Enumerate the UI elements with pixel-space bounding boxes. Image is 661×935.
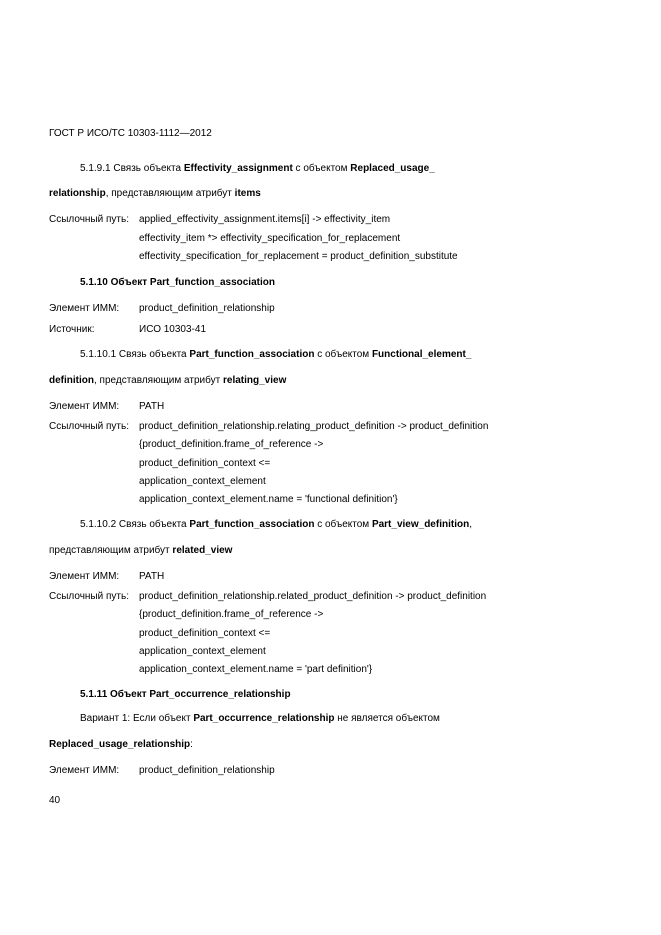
clause-5-1-10-2-line1: 5.1.10.2 Связь объекта Part_function_association с объектом Part_view_definition, [80,519,472,530]
aim-element-value: PATH [139,401,165,412]
aim-element-label: Элемент ИММ: [49,303,120,314]
clause-5-1-10-2-line2: представляющим атрибут related_view [49,545,233,556]
ref-path-line: {product_definition.frame_of_reference -> [139,439,324,450]
clause-5-1-10-1-line2: definition, представляющим атрибут relating_view [49,375,287,386]
aim-element-value: product_definition_relationship [139,303,275,314]
aim-element-label: Элемент ИММ: [49,401,120,412]
ref-path-line: {product_definition.frame_of_reference -> [139,609,324,620]
ref-path-label: Ссылочный путь: [49,591,129,602]
ref-path-line: effectivity_specification_for_replacement = product_definition_substitute [139,251,458,262]
ref-path-line: product_definition_relationship.related_product_definition -> product_definition [139,591,487,602]
clause-5-1-9-1-line2: relationship, представляющим атрибут items [49,188,261,199]
aim-element-value: product_definition_relationship [139,765,275,776]
ref-path-line: application_context_element [139,646,266,657]
page-number: 40 [49,795,61,806]
ref-path-line: application_context_element [139,476,266,487]
document-header: ГОСТ Р ИСО/ТС 10303-1112—2012 [49,128,212,139]
source-value: ИСО 10303-41 [139,324,207,335]
ref-path-line: product_definition_context <= [139,628,271,639]
clause-5-1-9-1-line1: 5.1.9.1 Связь объекта Effectivity_assignment с объектом Replaced_usage_ [80,163,435,174]
ref-path-line: effectivity_item *> effectivity_specification_for_replacement [139,233,401,244]
source-label: Источник: [49,324,95,335]
ref-path-line: product_definition_relationship.relating_product_definition -> product_definition [139,421,489,432]
ref-path-line: product_definition_context <= [139,458,271,469]
aim-element-label: Элемент ИММ: [49,571,120,582]
ref-path-line: applied_effectivity_assignment.items[i] -> effectivity_item [139,214,391,225]
ref-path-line: application_context_element.name = 'part definition'} [139,664,373,675]
aim-element-value: PATH [139,571,165,582]
section-heading-5-1-10: 5.1.10 Объект Part_function_association [80,277,275,288]
clause-5-1-10-1-line1: 5.1.10.1 Связь объекта Part_function_association с объектом Functional_element_ [80,349,472,360]
variant-line2: Replaced_usage_relationship: [49,739,193,750]
section-heading-5-1-11: 5.1.11 Объект Part_occurrence_relationship [80,689,291,700]
ref-path-label: Ссылочный путь: [49,214,129,225]
ref-path-line: application_context_element.name = 'functional definition'} [139,494,398,505]
variant-line1: Вариант 1: Если объект Part_occurrence_relationship не является объектом [80,713,440,724]
ref-path-label: Ссылочный путь: [49,421,129,432]
aim-element-label: Элемент ИММ: [49,765,120,776]
